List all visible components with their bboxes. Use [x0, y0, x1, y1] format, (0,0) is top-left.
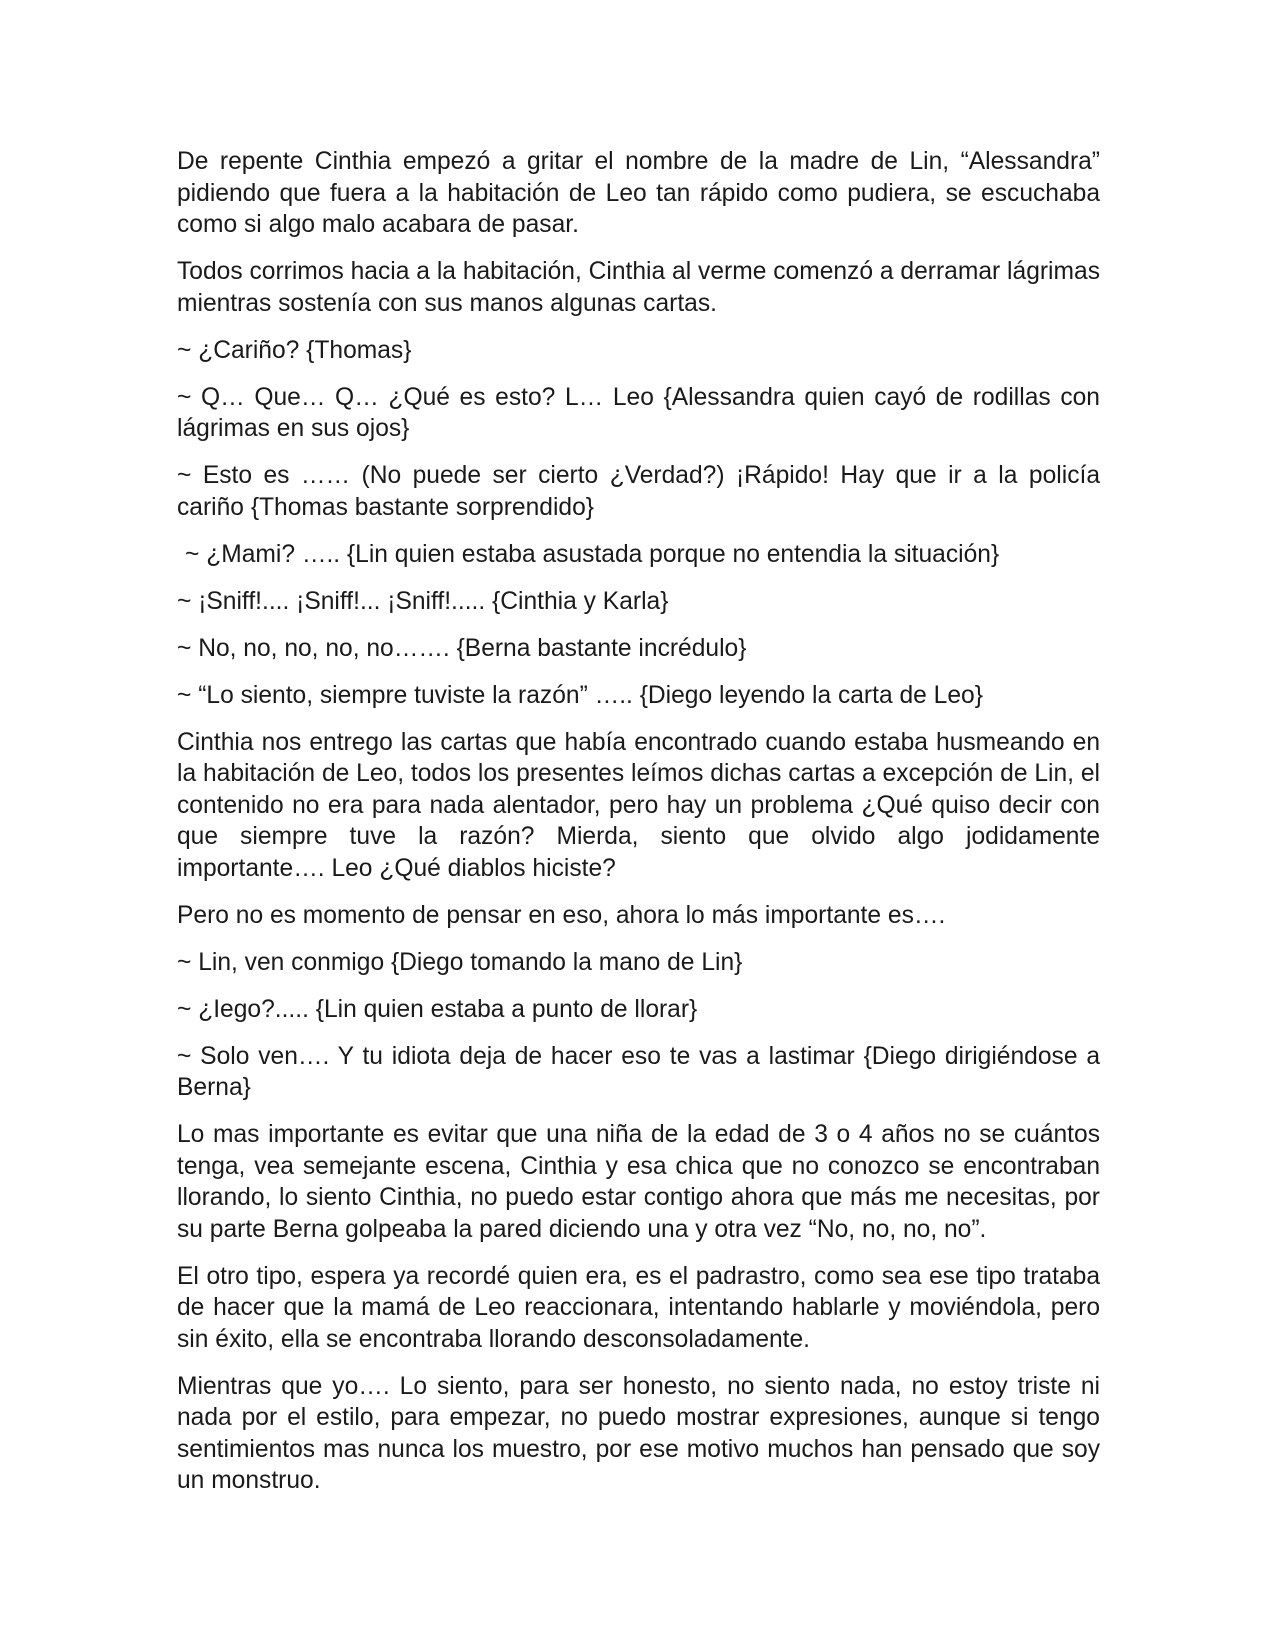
- paragraph: Pero no es momento de pensar en eso, ahora lo más importante es….: [177, 901, 946, 929]
- dialogue-line: ~ Q… Que… Q… ¿Qué es esto? L… Leo {Alessandra quien cayó de rodillas con lágrimas en sus ojos}: [177, 383, 1100, 442]
- paragraph: Todos corrimos hacia a la habitación, Cinthia al verme comenzó a derramar lágrimas mientras sostenía con sus manos algunas cartas.: [177, 258, 1100, 317]
- dialogue-line: ~ Solo ven…. Y tu idiota deja de hacer eso te vas a lastimar {Diego dirigiéndose a Berna}: [177, 1042, 1100, 1101]
- dialogue-line: ~ ¿Mami? ….. {Lin quien estaba asustada porque no entendia la situación}: [185, 540, 1000, 568]
- dialogue-line: ~ ¿Cariño? {Thomas}: [177, 336, 412, 364]
- dialogue-line: ~ ¡Sniff!.... ¡Sniff!... ¡Sniff!..... {Cinthia y Karla}: [177, 587, 669, 615]
- paragraph: Cinthia nos entrego las cartas que había encontrado cuando estaba husmeando en la habitación de Leo, todos los presentes leímos dichas cartas a excepción de Lin, el contenido no era para nada alentador, pero hay un problema ¿Qué quiso decir con que siempre tuve la razón? Mierda, siento que olvido algo jodidamente importante…. Leo ¿Qué diablos hiciste?: [177, 728, 1100, 882]
- paragraph: De repente Cinthia empezó a gritar el nombre de la madre de Lin, “Alessandra” pidiendo que fuera a la habitación de Leo tan rápido como pudiera, se escuchaba como si algo malo acabara de pasar.: [177, 148, 1100, 238]
- paragraph: El otro tipo, espera ya recordé quien era, es el padrastro, como sea ese tipo trataba de hacer que la mamá de Leo reaccionara, intentando hablarle y moviéndola, pero sin éxito, ella se encontraba llorando desconsoladamente.: [177, 1262, 1100, 1353]
- dialogue-line: ~ Esto es …… (No puede ser cierto ¿Verdad?) ¡Rápido! Hay que ir a la policía cariño {Thomas bastante sorprendido}: [177, 462, 1100, 521]
- dialogue-line: ~ ¿Iego?..... {Lin quien estaba a punto de llorar}: [177, 995, 698, 1023]
- page-body: [177, 146, 1100, 1512]
- dialogue-line: ~ No, no, no, no, no……. {Berna bastante incrédulo}: [177, 634, 747, 662]
- dialogue-line: ~ Lin, ven conmigo {Diego tomando la mano de Lin}: [177, 948, 743, 976]
- paragraph: Mientras que yo…. Lo siento, para ser honesto, no siento nada, no estoy triste ni nada por el estilo, para empezar, no puedo mostrar expresiones, aunque si tengo sentimientos mas nunca los muestro, por ese motivo muchos han pensado que soy un monstruo.: [177, 1372, 1100, 1494]
- dialogue-line: ~ “Lo siento, siempre tuviste la razón” ….. {Diego leyendo la carta de Leo}: [177, 681, 983, 709]
- paragraph: Lo mas importante es evitar que una niña de la edad de 3 o 4 años no se cuántos tenga, vea semejante escena, Cinthia y esa chica que no conozco se encontraban llorando, lo siento Cinthia, no puedo estar contigo ahora que más me necesitas, por su parte Berna golpeaba la pared diciendo una y otra vez “No, no, no, no”.: [177, 1121, 1100, 1243]
